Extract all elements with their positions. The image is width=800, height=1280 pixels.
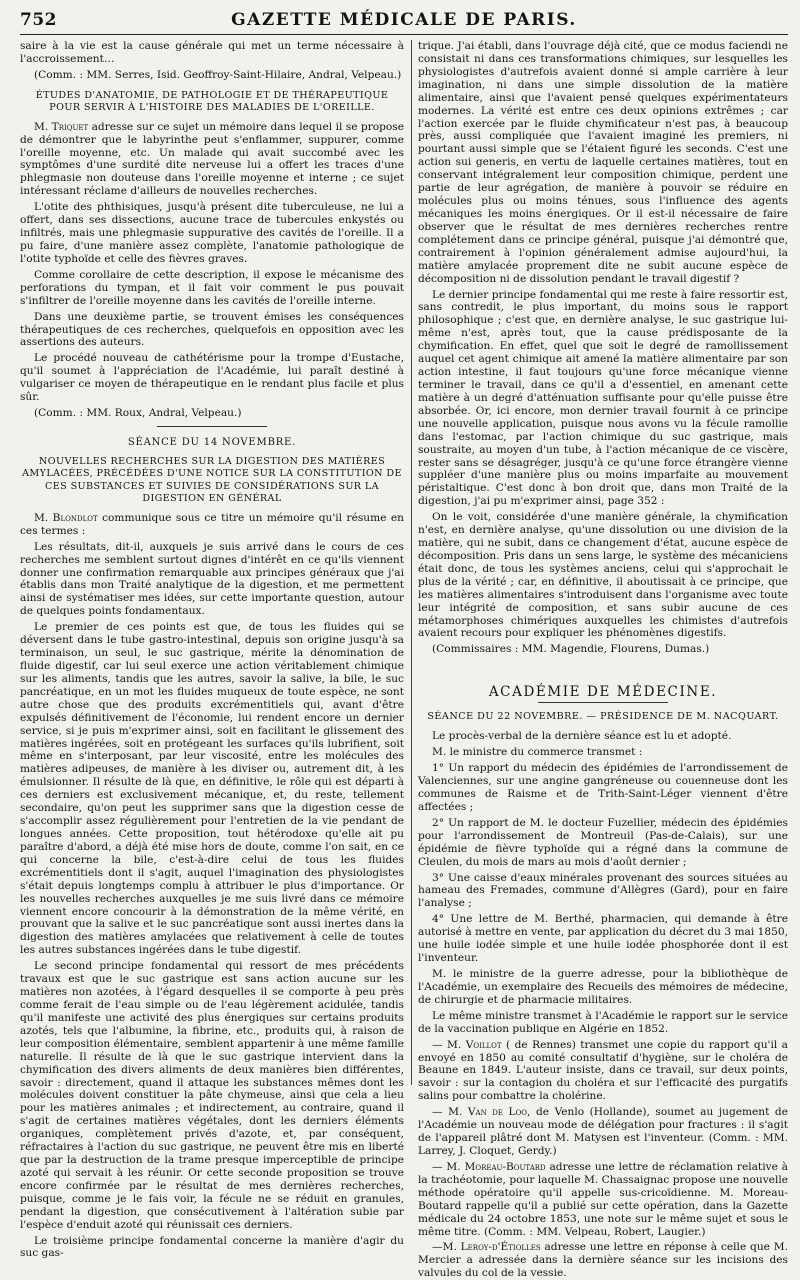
section-title: ÉTUDES D'ANATOMIE, DE PATHOLOGIE ET DE THÉRAPEUTIQUE POUR SERVIR À L'HISTOIRE DES MALADIES DE L'OREILLE. — [35, 89, 389, 114]
section-title: NOUVELLES RECHERCHES SUR LA DIGESTION DES MATIÈRES AMYLACÉES, PRÉCÉDÉES D'UNE NOTICE SUR LA CONSTITUTION DE CES SUBSTANCES ET SUIVIES DE CONSIDÉRATIONS SUR LA DIGESTION EN GÉNÉRAL — [22, 455, 402, 505]
page-number: 752 — [20, 10, 57, 30]
author-name: — M. Voillot — [432, 1038, 502, 1051]
commission-note: (Commissaires : MM. Magendie, Flourens, Dumas.) — [432, 643, 710, 656]
commission-note: (Comm. : MM. Serres, Isid. Geoffroy-Saint-Hilaire, Andral, Velpeau.) — [34, 68, 402, 81]
section-rule — [538, 702, 668, 703]
paragraph: Dans une deuxième partie, se trouvent émises les conséquences thérapeutiques de ces recherches, quelquefois en opposition avec les assertions des auteurs. — [20, 310, 404, 349]
author-name: — M. Van de Loo, — [432, 1106, 531, 1119]
section-heading-academy: ACADÉMIE DE MÉDECINE. — [488, 684, 718, 701]
author-name: M. Blondlot — [34, 511, 98, 524]
article-columns — [20, 40, 788, 1280]
paragraph: On le voit, considérée d'une manière générale, la chymification n'est, en dernière analyse, qu'une dissolution ou une division de la matière, qui ne subit, dans ce changement d'état, aucune espèce de décomposition. Pris dans un sens large, le système des mécaniciens était donc, de tous les systèmes anciens, celui qui s'approchait le plus de la vérité ; car, en définitive, il aboutissait à ce principe, que les matières alimentaires s'introduisent dans l'organisme avec toute leur intégrité de composition, et sans subir aucune de ces métamorphoses chimériques auxquelles les chimistes d'autrefois avaient recours pour expliquer les phénomènes digestifs. — [418, 511, 788, 640]
section-rule — [157, 426, 267, 427]
paragraph: Le premier de ces points est que, de tous les fluides qui se déversent dans le tube gastro-intestinal, depuis son origine jusqu'à sa terminaison, un seul, le suc gastrique, mérite la dénomination de fluide digestif, car lui seul exerce une action véritablement chimique sur les aliments, tandis que les autres, savoir la salive, la bile, le suc pancréatique, en un mot les fluides muqueux de toute espèce, ne sont autre chose que des produits excrémentitiels qui, avant d'être expulsés définitivement de l'économie, lui rendent encore un dernier service, si je puis m'exprimer ainsi, soit en facilitant le glissement des matières ingérées, soit en protégeant les surfaces qu'ils lubrifient, soit même en s'interposant, par leur viscosité, entre les molécules des matières adipeuses, de manière à les diviser ou, autrement dit, à les émulsionner. Il résulte de là que, en définitive, le rôle qui est départi à ces derniers est exclusivement mécanique, et, du reste, tellement secondaire, qu'on peut les supprimer sans que la digestion cesse de s'accomplir assez régulièrement pour l'entretien de la vie pendant de longues années. Cette proposition, tout hétérodoxe qu'elle ait pu paraître d'abord, a déjà été mise hors de doute, comme l'on sait, en ce qui concerne la bile, c'est-à-dire celui de tous les fluides excrémentitiels dont il s'agit, auquel l'imagination des physiologistes s'était depuis longtemps complu à attribuer le plus d'importance. Or les nouvelles recherches auxquelles je me suis livré dans ce mémoire viennent encore concourir à la démonstration de la même vérité, en prouvant que la salive et le suc pancréatique sont aussi inertes dans la digestion des matières amylacées que relativement à celle de toutes les autres substances ingérées dans le tube digestif. — [20, 621, 404, 957]
list-item: 3° Une caisse d'eaux minérales provenant des sources situées au hameau des Fremades, commune d'Allègres (Gard), pour en faire l'analyse ; — [418, 871, 788, 910]
paragraph: Le même ministre transmet à l'Académie le rapport sur le service de la vaccination publique en Algérie en 1852. — [418, 1009, 788, 1035]
paragraph: M. le ministre de la guerre adresse, pour la bibliothèque de l'Académie, un exemplaire des Recueils des mémoires de médecine, de chirurgie et de pharmacie militaires. — [418, 968, 788, 1006]
paragraph: saire à la vie est la cause générale qui met un terme nécessaire à l'accroissement… — [20, 40, 404, 65]
list-item: 1° Un rapport du médecin des épidémies de l'arrondissement de Valenciennes, sur une angine gangréneuse ou couenneuse dont les communes de Raisme et de Trith-Saint-Léger viennent d'être affectées ; — [418, 762, 788, 813]
paragraph: Comme corollaire de cette description, il expose le mécanisme des perforations du tympan, et il fait voir comment le pus pouvait s'infiltrer de l'oreille moyenne dans les cavités de l'oreille interne. — [20, 268, 404, 307]
left-column — [20, 40, 405, 1260]
paragraph — [418, 1241, 788, 1280]
paragraph: L'otite des phthisiques, jusqu'à présent dite tuberculeuse, ne lui a offert, dans ses dissections, aucune trace de tubercules enkystés ou infiltrés, mais une phlegmasie suppurative des cavités de l'oreille. Il a pu faire, d'une manière assez complète, l'anatomie pathologique de l'otite typhoïde et celle des fièvres graves. — [20, 201, 404, 265]
commission-note: (Comm. : MM. Roux, Andral, Velpeau.) — [34, 407, 242, 420]
author-name: —M. Leroy-d'Étiolles — [432, 1241, 541, 1254]
session-heading: SÉANCE DU 14 NOVEMBRE. — [127, 436, 297, 448]
author-name: M. Triquet — [34, 120, 89, 133]
paragraph-text: communique sous ce titre un mémoire qu'il résume en ces termes : — [20, 511, 404, 537]
session-heading: SÉANCE DU 22 NOVEMBRE. — PRÉSIDENCE DE M. NACQUART. — [427, 711, 779, 723]
paragraph-text: adresse sur ce sujet un mémoire dans lequel il se propose de démontrer que le labyrinthe peut s'enflammer, suppurer, comme l'oreille moyenne, etc. Un malade qui avait succombé avec les symptômes d'une surdité dite nerveuse lui a offert les traces d'une phlegmasie non douteuse dans l'oreille moyenne et interne ; ce sujet intéressant réclame d'ailleurs de nouvelles recherches. — [20, 120, 405, 198]
paragraph — [20, 121, 404, 199]
paragraph: Le procédé nouveau de cathétérisme pour la trompe d'Eustache, qu'il soumet à l'appréciation de l'Académie, lui paraît destiné à vulgariser ce moyen de thérapeutique en le rendant plus facile et plus sûr. — [20, 352, 404, 404]
list-item: 2° Un rapport de M. le docteur Fuzellier, médecin des épidémies pour l'arrondissement de Montreuil (Pas-de-Calais), sur une épidémie de fièvre typhoïde qui a régné dans la commune de Cleulen, du mois de mars au mois d'août dernier ; — [418, 816, 788, 868]
right-column — [418, 40, 788, 1280]
paragraph-text: de Venlo (Hollande), soumet au jugement de l'Académie un nouveau mode de délégation pour fractures : il s'agit de l'appareil plâtré dont M. Matysen est l'inventeur. (Comm. : MM. Larrey, J. Cloquet, Gerdy.) — [418, 1106, 788, 1157]
paragraph: Les résultats, dit-il, auxquels je suis arrivé dans le cours de ces recherches me semblent surtout dignes d'intérêt en ce qu'ils viennent donner une confirmation remarquable aux principes généraux que j'ai établis dans mon Traité analytique de la digestion, et me permettent ainsi de systématiser mes idées, sur cette importante question, autour de quelques points fondamentaux. — [20, 540, 404, 618]
running-title: GAZETTE MÉDICALE DE PARIS. — [231, 10, 577, 30]
paragraph — [418, 1106, 788, 1158]
paragraph — [20, 512, 404, 538]
paragraph: Le second principe fondamental qui ressort de mes précédents travaux est que le suc gastrique est sans action aucune sur les matières non azotées, à l'égard desquelles il se comporte à peu près comme ferait de l'eau simple ou de l'eau légèrement acidulée, tandis qu'il manifeste une activité des plus énergiques sur certains produits azotés, tels que l'albumine, la fibrine, etc., produits qui, à raison de leur composition élémentaire, semblent appartenir à une même famille naturelle. Il résulte de là que le suc gastrique intervient dans la chymification des divers aliments de deux manières bien différentes, savoir : directement, quand il attaque les substances mêmes dont les molécules doivent constituer la pâte chymeuse, ainsi que cela a lieu pour les matières animales ; et indirectement, au contraire, quand il s'agit de certaines matières végétales, dont les derniers éléments organiques, complètement privés d'azote, et, par conséquent, réfractaires à l'action du suc gastrique, ne peuvent être mis en liberté que par la destruction de la trame presque imperceptible de principe azoté qui servait à les réunir. Or cette seconde proposition se trouve encore confirmée par le résultat de mes dernières recherches, puisque, comme je le fais voir, la fécule ne se réduit en granules, pendant la digestion, que consécutivement à l'altération subie par l'espèce d'enduit azoté qui réunissait ces derniers. — [20, 960, 404, 1231]
paragraph: M. le ministre du commerce transmet : — [432, 746, 643, 759]
page-header — [20, 8, 788, 35]
author-name: — M. Moreau-Boutard — [432, 1160, 546, 1173]
paragraph: Le procès-verbal de la dernière séance est lu et adopté. — [432, 730, 732, 743]
paragraph-text: adresse une lettre de réclamation relative à la trachéotomie, pour laquelle M. Chassaignac propose une nouvelle méthode opératoire qu'il appelle sus-cricoïdienne. M. Moreau-Boutard rappelle qu'il a publié sur cette opération, dans la Gazette médicale du 24 octobre 1853, une note sur le même sujet et sous le même titre. (Comm. : MM. Velpeau, Robert, Laugier.) — [418, 1160, 788, 1238]
list-item: 4° Une lettre de M. Berthé, pharmacien, qui demande à être autorisé à mettre en vente, par application du décret du 3 mai 1850, une huile iodée simple et une huile iodée phosphorée dont il est l'inventeur. — [418, 913, 788, 965]
paragraph: Le dernier principe fondamental qui me reste à faire ressortir est, sans contredit, le plus important, du moins sous le rapport philosophique ; c'est que, en dernière analyse, le suc gastrique lui-même n'est, après tout, que la cause prédisposante de la chymification. En effet, quel que soit le degré de ramollissement auquel cet agent chimique ait amené la matière alimentaire par son action intestine, il faut toujours qu'une force mécanique vienne terminer le travail, dans ce qu'il a d'essentiel, en amenant cette matière à un degré d'atténuation suffisante pour qu'elle puisse être absorbée. Or, ici encore, mon dernier travail fournit à ce principe une nouvelle application, puisque nous avons vu la fécule ramollie dans l'estomac, par l'action chimique du suc gastrique, mais soustraite, au moyen d'un tube, à l'action mécanique de ce viscère, rester sans se désagréger, jusqu'à ce qu'une force étrangère vienne suppléer d'une manière plus ou moins imparfaite au mouvement péristaltique. C'est donc à bon droit que, dans mon Traité de la digestion, j'ai pu m'exprimer ainsi, page 352 : — [418, 288, 788, 508]
paragraph-text: ( de Rennes) transmet une copie du rapport qu'il a envoyé en 1850 au comité consultatif d'hygiène, sur le choléra de Beaune en 1849. L'auteur insiste, dans ce travail, sur deux points, savoir : sur la contagion du choléra et sur l'efficacité des purgatifs salins pour combattre la cholérine. — [418, 1038, 788, 1103]
paragraph — [418, 1161, 788, 1239]
paragraph — [418, 1039, 788, 1104]
paragraph: Le troisième principe fondamental concerne la manière d'agir du suc gas- — [20, 1234, 404, 1260]
paragraph-text: adresse une lettre en réponse à celle que M. Mercier a adressée dans la dernière séance sur les incisions des valvules du col de la vessie. — [418, 1241, 788, 1280]
paragraph: trique. J'ai établi, dans l'ouvrage déjà cité, que ce modus faciendi ne consistait ni dans ces transformations chimiques, sur lesquelles les physiologistes d'autrefois avaient donné si ample carrière à leur imagination, ni dans une simple dissolution de la matière alimentaire, ainsi que l'avaient pensé quelques expérimentateurs modernes. La vérité est entre ces deux opinions extrêmes ; car l'action exercée par le fluide chymificateur n'est pas, à beaucoup près, aussi compliquée que l'avaient imaginé les premiers, ni pourtant aussi simple que se l'étaient figuré les seconds. C'est une action sui generis, en vertu de laquelle certaines matières, tout en conservant intégralement leur composition chimique, perdent une partie de leur agrégation, de manière à pouvoir se réduire en molécules plus ou moins ténues, sous l'influence des agents mécaniques les moins énergiques. Or il est-il nécessaire de faire observer que le résultat de mes dernières recherches rentre complétement dans ce principe général, puisque j'ai démontré que, contrairement à l'opinion généralement admise aujourd'hui, la matière amylacée proprement dite ne subit aucune espèce de décomposition ni de dissolution pendant le travail digestif ? — [418, 40, 788, 285]
